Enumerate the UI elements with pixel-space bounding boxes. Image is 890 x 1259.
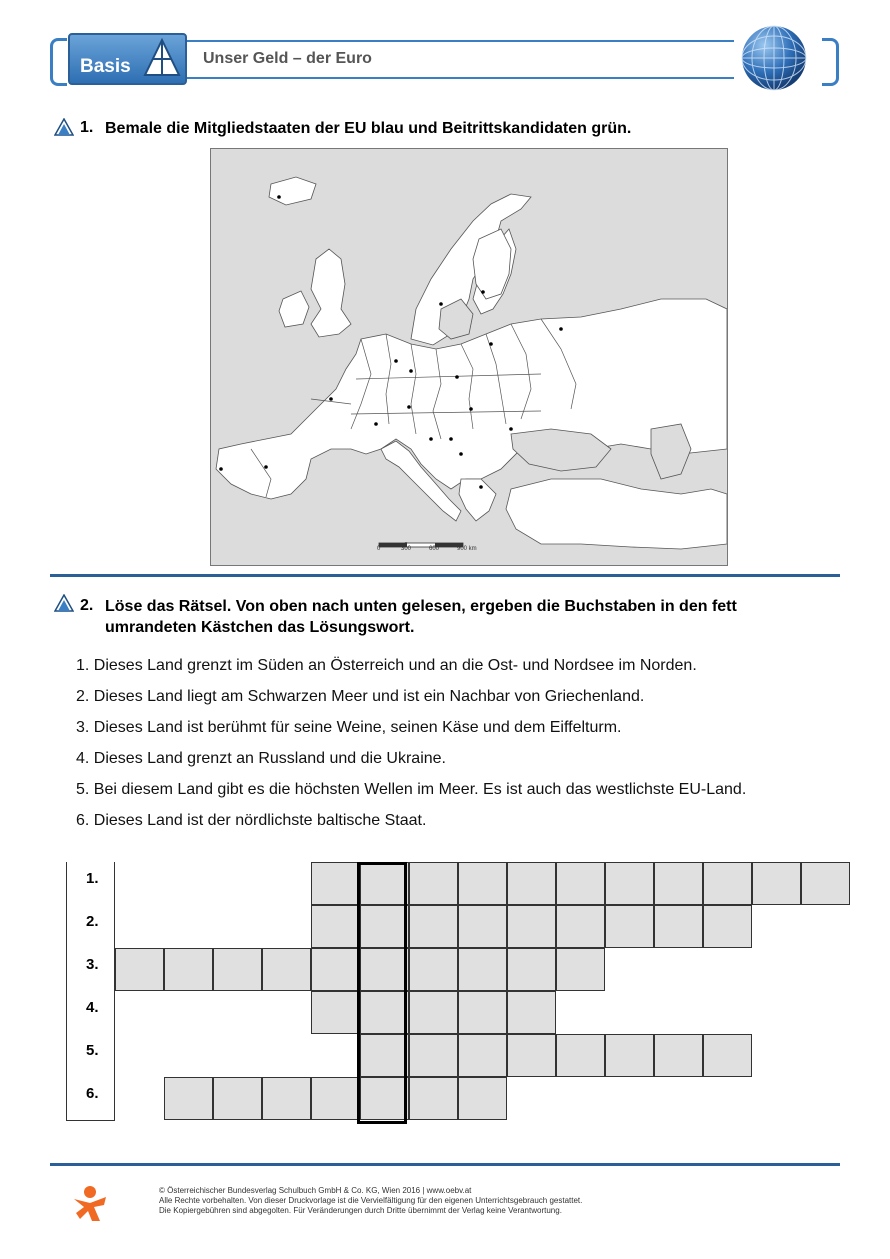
letter-cell[interactable] [507,905,556,948]
map-scale-900: 900 km [457,546,477,552]
task-1-instruction: Bemale die Mitgliedstaaten der EU blau und Beitrittskandidaten grün. [105,120,632,137]
footer-copyright: © Österreichischer Bundesverlag Schulbuch GmbH & Co. KG, Wien 2016 | www.oebv.at [159,1186,472,1195]
letter-cell[interactable] [556,862,605,905]
letter-cell[interactable] [507,862,556,905]
letter-cell[interactable] [409,948,458,991]
oebv-logo-icon [70,1183,110,1223]
clue-4: 4. Dieses Land grenzt an Russland und die Ukraine. [76,750,446,767]
task-1-number: 1. [80,119,94,136]
task-2-instruction-line1: Löse das Rätsel. Von oben nach unten gelesen, ergeben die Buchstaben in den fett [105,598,737,615]
row-label: 1. [66,862,115,905]
letter-cell[interactable] [703,862,752,905]
footer-rights: Alle Rechte vorbehalten. Von dieser Druckvorlage ist die Vervielfältigung für den eigenen Unterrichtsgebrauch gestattet. [159,1196,583,1205]
letter-cell[interactable] [409,905,458,948]
letter-cell[interactable] [556,905,605,948]
letter-cell[interactable] [115,948,164,991]
row-label: 3. [66,948,115,991]
label-column-bottom [66,1120,115,1121]
row-label: 4. [66,991,115,1034]
letter-cell[interactable] [556,1034,605,1077]
letter-cell[interactable] [703,905,752,948]
letter-cell[interactable] [311,948,360,991]
clue-5: 5. Bei diesem Land gibt es die höchsten Wellen im Meer. Es ist auch das westlichste EU-Land. [76,781,747,798]
letter-cell[interactable] [262,948,311,991]
letter-cell[interactable] [311,862,360,905]
map-scale-0: 0 [377,546,381,552]
map-scale-300: 300 [401,546,412,552]
letter-cell[interactable] [605,1034,654,1077]
map-scale-600: 600 [429,546,440,552]
letter-cell[interactable] [556,948,605,991]
letter-cell[interactable] [605,862,654,905]
letter-cell[interactable] [458,1034,507,1077]
basis-badge-label: Basis [80,56,131,77]
letter-cell[interactable] [311,1077,360,1120]
letter-cell[interactable] [409,991,458,1034]
letter-cell[interactable] [458,905,507,948]
letter-cell[interactable] [458,948,507,991]
letter-cell[interactable] [409,1077,458,1120]
letter-cell[interactable] [507,948,556,991]
clue-2: 2. Dieses Land liegt am Schwarzen Meer und ist ein Nachbar von Griechenland. [76,688,645,705]
letter-cell[interactable] [458,991,507,1034]
letter-cell[interactable] [703,1034,752,1077]
letter-cell[interactable] [262,1077,311,1120]
solution-column-highlight [357,862,407,1124]
letter-cell[interactable] [409,1034,458,1077]
letter-cell[interactable] [507,991,556,1034]
letter-cell[interactable] [164,1077,213,1120]
page-title: Unser Geld – der Euro [203,50,372,67]
row-label: 2. [66,905,115,948]
letter-cell[interactable] [605,905,654,948]
letter-cell[interactable] [409,862,458,905]
task-2-instruction-line2: umrandeten Kästchen das Lösungswort. [105,619,415,636]
letter-cell[interactable] [801,862,850,905]
letter-cell[interactable] [164,948,213,991]
clue-1: 1. Dieses Land grenzt im Süden an Österreich und an die Ost- und Nordsee im Norden. [76,657,697,674]
letter-cell[interactable] [458,862,507,905]
letter-cell[interactable] [458,1077,507,1120]
footer-divider [50,1163,840,1166]
clue-6: 6. Dieses Land ist der nördlichste baltische Staat. [76,812,427,829]
letter-cell[interactable] [654,1034,703,1077]
row-label: 6. [66,1077,115,1120]
letter-cell[interactable] [213,948,262,991]
letter-cell[interactable] [311,991,360,1034]
task-2-number: 2. [80,597,94,614]
letter-cell[interactable] [311,905,360,948]
letter-cell[interactable] [507,1034,556,1077]
row-label: 5. [66,1034,115,1077]
clue-3: 3. Dieses Land ist berühmt für seine Weine, seinen Käse und dem Eiffelturm. [76,719,622,736]
letter-cell[interactable] [654,862,703,905]
letter-cell[interactable] [213,1077,262,1120]
letter-cell[interactable] [752,862,801,905]
letter-cell[interactable] [654,905,703,948]
footer-fees: Die Kopiergebühren sind abgegolten. Für Veränderungen durch Dritte übernimmt der Verlag keine Verantwortung. [159,1206,562,1215]
